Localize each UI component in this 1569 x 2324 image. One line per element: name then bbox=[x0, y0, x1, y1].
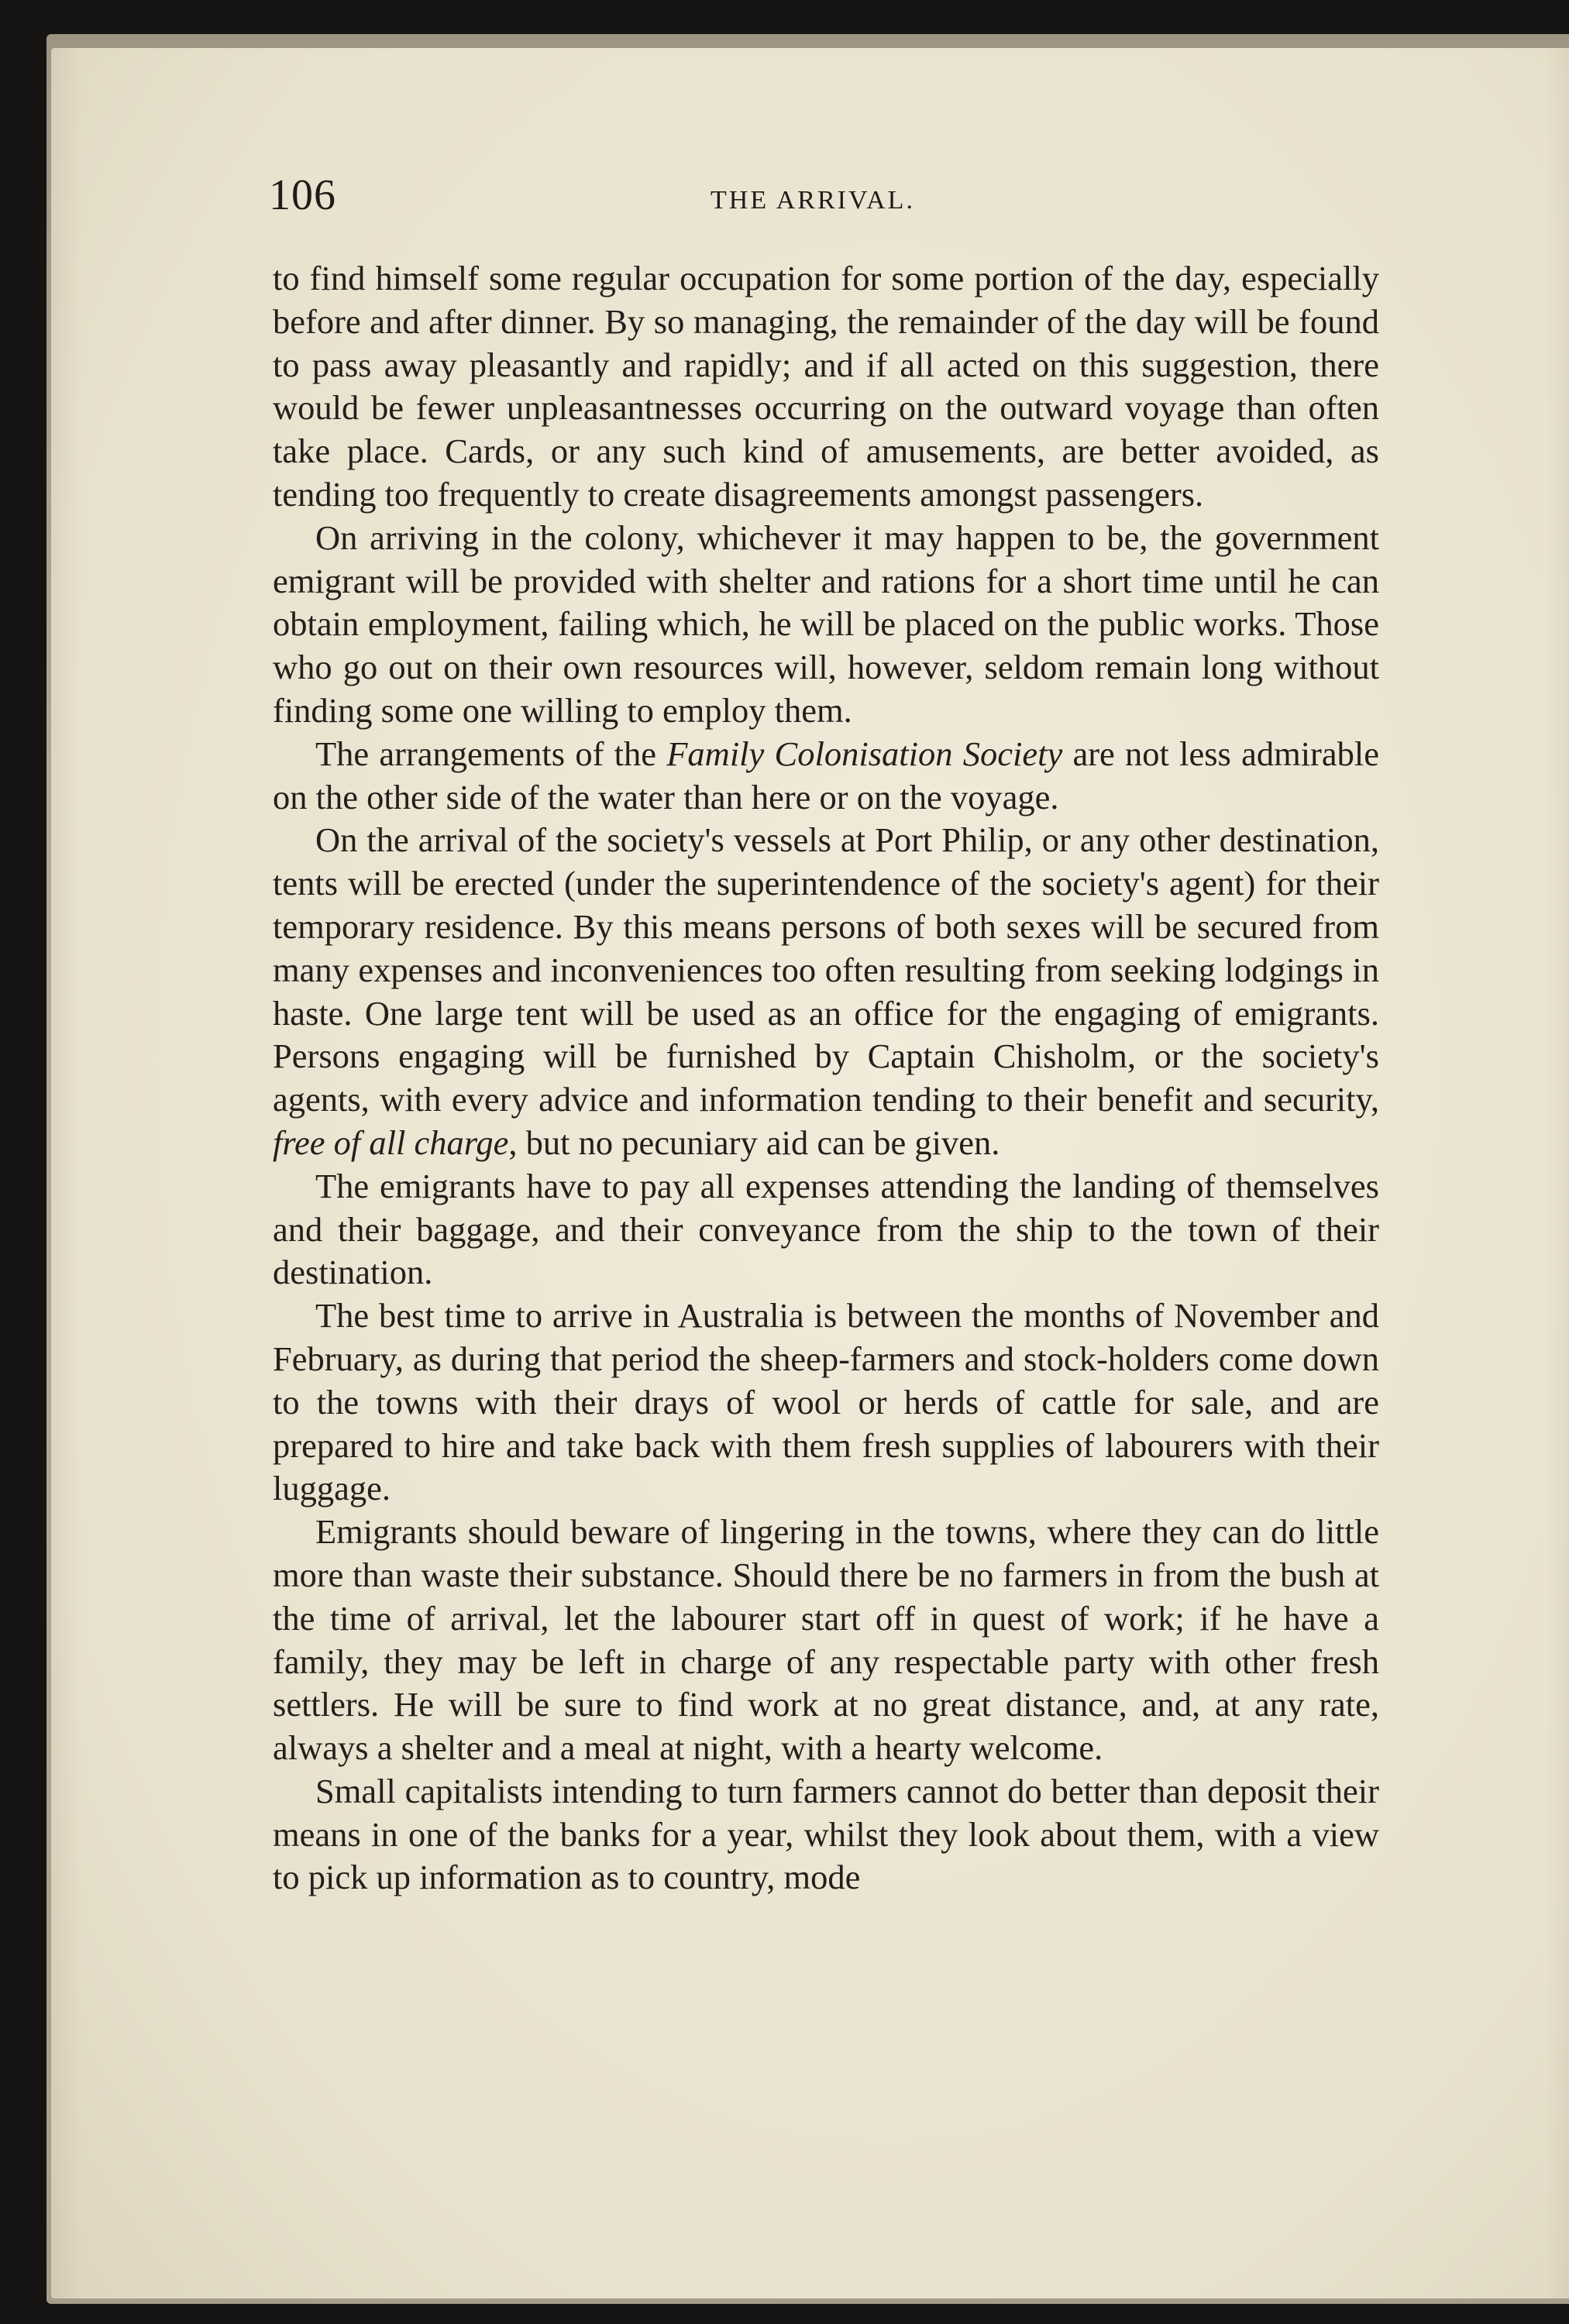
text-run: , but no pecuniary aid can be given. bbox=[508, 1122, 1000, 1162]
text-run: to find himself some regular occupation for some portion of the day, especially before and after dinner. By so managing, the remainder of the day will be found to pass away pleasantly and rapidly; and if all acted on this suggestion, there would be fewer unpleasantnesses occurring on the outward voyage than often take place. Cards, or any such kind of amusements, are better avoided, as tending too frequently to create disagreements amongst passengers. bbox=[273, 259, 1379, 514]
body-text bbox=[273, 257, 1379, 1899]
text-run: The emigrants have to pay all expenses attending the landing of themselves and their baggage, and their conveyance from the ship to the town of their destination. bbox=[273, 1166, 1379, 1292]
paragraph bbox=[273, 517, 1379, 733]
italic-phrase: free of all charge bbox=[273, 1122, 509, 1162]
text-run: The best time to arrive in Australia is between the months of November and February, as during that period the sheep-farmers and stock-holders come down to the towns with their drays of wool or herds of cattle for sale, and are prepared to hire and take back with them fresh supplies of labourers with their luggage. bbox=[273, 1296, 1379, 1508]
page-number: 106 bbox=[269, 171, 336, 219]
running-title: THE ARRIVAL. bbox=[711, 186, 915, 215]
page-header bbox=[269, 170, 1408, 232]
text-run: are not less admirable on the other side of the water than here or on the voyage. bbox=[273, 734, 1379, 816]
paragraph bbox=[273, 257, 1379, 517]
text-run: Emigrants should beware of lingering in the towns, where they can do little more than waste their substance. Should there be no farmers in from the bush at the time of arrival, let the labourer start off in quest of work; if he have a family, they may be left in charge of any respectable party with other fresh settlers. He will be sure to find work at no great distance, and, at any rate, always a shelter and a meal at night, with a hearty welcome. bbox=[273, 1512, 1379, 1768]
paragraph bbox=[273, 819, 1379, 1164]
paragraph bbox=[273, 1294, 1379, 1511]
paragraph bbox=[273, 1511, 1379, 1770]
text-run: Small capitalists intending to turn farmers cannot do better than deposit their means in one of the banks for a year, whilst they look about them, with a view to pick up information as to country, mode bbox=[273, 1771, 1379, 1897]
text-run: On the arrival of the society's vessels at Port Philip, or any other destination, tents will be erected (under the superintendence of the society's agent) for their temporary residence. By this means persons of both sexes will be secured from many expenses and inconveniences too often resulting from seeking lodgings in haste. One large tent will be used as an office for the engaging of emigrants. Persons engaging will be furnished by Captain Chisholm, or the society's agents, with every advice and information tending to their benefit and security, bbox=[273, 820, 1379, 1119]
text-run: The arrangements of the bbox=[315, 734, 667, 773]
italic-phrase: Family Colonisation Society bbox=[666, 734, 1063, 773]
paragraph bbox=[273, 1770, 1379, 1899]
text-run: On arriving in the colony, whichever it may happen to be, the government emigrant will be provided with shelter and rations for a short time until he can obtain employment, failing which, he will be placed on the public works. Those who go out on their own resources will, however, seldom remain long without finding some one willing to employ them. bbox=[273, 517, 1379, 730]
paragraph bbox=[273, 1165, 1379, 1294]
paragraph bbox=[273, 733, 1379, 820]
